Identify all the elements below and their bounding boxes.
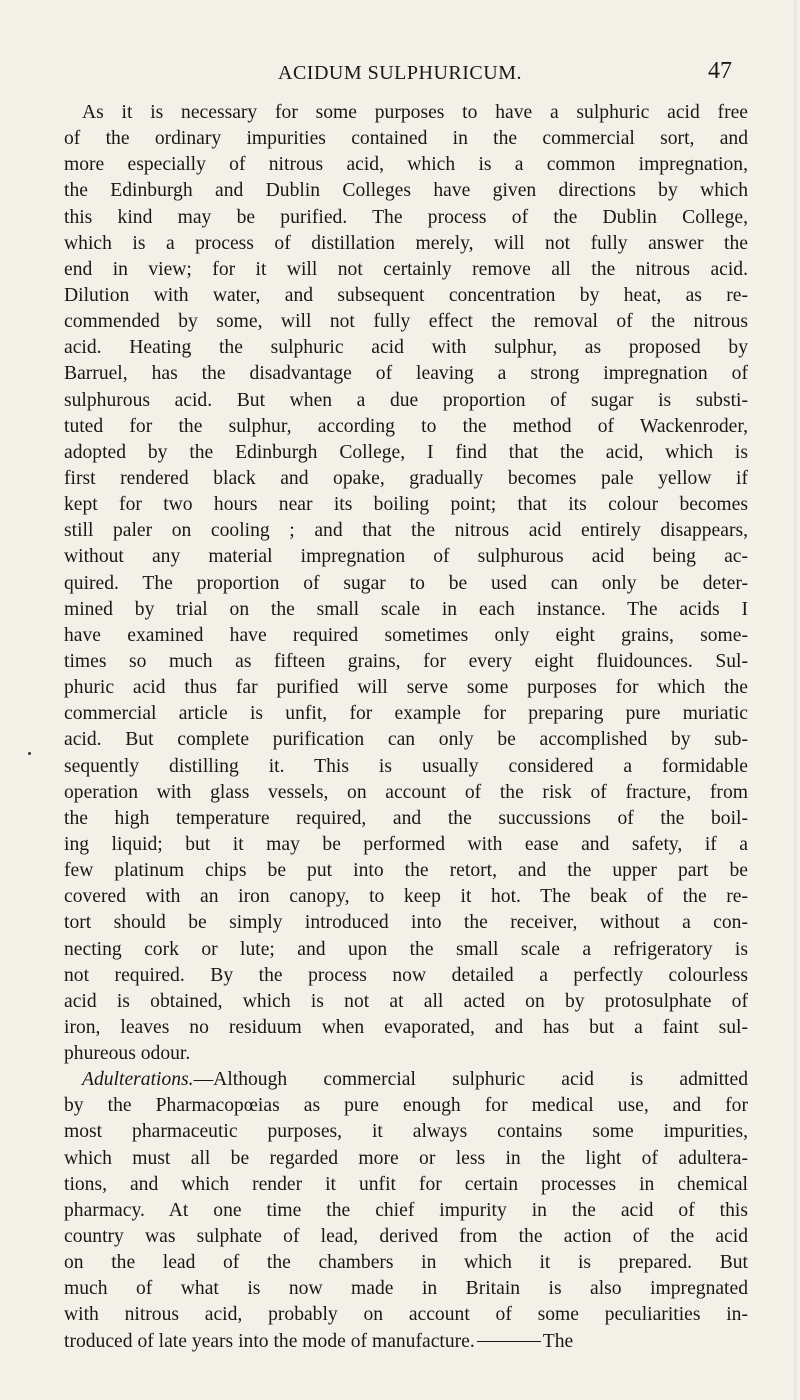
body-text: [64, 100, 748, 1355]
section-heading-adulterations: Adulterations.: [82, 1069, 194, 1091]
text-line: country was sulphate of lead, derived from the action of the acid: [64, 1226, 748, 1248]
text-line: kept for two hours near its boiling point; that its colour becomes: [64, 494, 748, 516]
text-line: operation with glass vessels, on account of the risk of fracture, from: [64, 781, 748, 803]
text-line: [64, 1067, 748, 1093]
text-line: [64, 1329, 748, 1355]
text-line: iron, leaves no residuum when evaporated, and has but a faint sul-: [64, 1016, 748, 1038]
text-line: on the lead of the chambers in which it is prepared. But: [64, 1252, 748, 1274]
text-line: which must all be regarded more or less in the light of adultera-: [64, 1147, 748, 1169]
running-head: [60, 58, 740, 92]
text-line: phureous odour.: [64, 1043, 191, 1065]
text-line: covered with an iron canopy, to keep it hot. The beak of the re-: [64, 886, 748, 908]
paragraph-lines: [64, 1093, 748, 1328]
paragraph-purification: [64, 100, 748, 1067]
text-line: not required. By the process now detailed a perfectly colourless: [64, 964, 748, 986]
text-line: sulphurous acid. But when a due proportion of sugar is substi-: [64, 389, 748, 411]
text-line: times so much as fifteen grains, for every eight fluidounces. Sul-: [64, 650, 748, 672]
text-line: Dilution with water, and subsequent concentration by heat, as re-: [64, 284, 748, 306]
page-number: 47: [708, 58, 732, 84]
text-line: tuted for the sulphur, according to the method of Wackenroder,: [64, 415, 748, 437]
text-line: end in view; for it will not certainly remove all the nitrous acid.: [64, 258, 748, 280]
text-line: few platinum chips be put into the retort, and the upper part be: [64, 860, 748, 882]
text-line: acid. Heating the sulphuric acid with sulphur, as proposed by: [64, 337, 748, 359]
text-line: the high temperature required, and the succussions of the boil-: [64, 807, 748, 829]
text-line: acid is obtained, which is not at all acted on by protosulphate of: [64, 990, 748, 1012]
text-line: As it is necessary for some purposes to have a sulphuric acid free: [82, 102, 748, 123]
text-line: by the Pharmacopœias as pure enough for medical use, and for: [64, 1095, 748, 1117]
page-edge: [794, 0, 800, 1400]
text-line: acid. But complete purification can only be accomplished by sub-: [64, 729, 748, 751]
running-title: ACIDUM SULPHURICUM.: [278, 62, 522, 84]
text-line: more especially of nitrous acid, which is a common impregnation,: [64, 154, 748, 176]
text-line: phuric acid thus far purified will serve some purposes for which the: [64, 677, 748, 699]
text-line: adopted by the Edinburgh College, I find that the acid, which is: [64, 441, 748, 463]
text-line: the Edinburgh and Dublin Colleges have given directions by which: [64, 180, 748, 202]
text-line: which is a process of distillation merely, will not fully answer the: [64, 232, 748, 254]
text-line: ing liquid; but it may be performed with ease and safety, if a: [64, 833, 748, 855]
text-line: tort should be simply introduced into the receiver, without a con-: [64, 912, 748, 934]
text-line-body: troduced of late years into the mode of manufacture.: [64, 1330, 475, 1352]
text-line: commended by some, will not fully effect the removal of the nitrous: [64, 311, 748, 333]
text-line: mined by trial on the small scale in each instance. The acids I: [64, 598, 748, 620]
text-line: tions, and which render it unfit for certain processes in chemical: [64, 1173, 748, 1195]
text-line: necting cork or lute; and upon the small scale a refrigeratory is: [64, 938, 748, 960]
text-line: most pharmaceutic purposes, it always contains some impurities,: [64, 1121, 748, 1143]
text-line: Barruel, has the disadvantage of leaving a strong impregnation of: [64, 363, 748, 385]
text-line: much of what is now made in Britain is also impregnated: [64, 1278, 748, 1300]
text-line: without any material impregnation of sulphurous acid being ac-: [64, 546, 748, 568]
text-line-rest: —Although commercial sulphuric acid is admitted: [193, 1069, 748, 1091]
text-line: quired. The proportion of sugar to be used can only be deter-: [64, 572, 748, 594]
text-line: of the ordinary impurities contained in the commercial sort, and: [64, 128, 748, 150]
em-rule: [477, 1341, 541, 1342]
text-line: with nitrous acid, probably on account of some peculiarities in-: [64, 1304, 748, 1326]
text-line: commercial article is unfit, for example for preparing pure muriatic: [64, 703, 748, 725]
margin-speck: [28, 752, 31, 755]
text-line: pharmacy. At one time the chief impurity in the acid of this: [64, 1199, 748, 1221]
paragraph-adulterations: [64, 1067, 748, 1355]
text-line: this kind may be purified. The process of the Dublin College,: [64, 206, 748, 228]
text-line: have examined have required sometimes only eight grains, some-: [64, 624, 748, 646]
text-line: sequently distilling it. This is usually considered a formidable: [64, 755, 748, 777]
catchword: The: [542, 1330, 574, 1352]
text-line: first rendered black and opake, gradually becomes pale yellow if: [64, 467, 748, 489]
text-line: still paler on cooling ; and that the nitrous acid entirely disappears,: [64, 520, 748, 542]
